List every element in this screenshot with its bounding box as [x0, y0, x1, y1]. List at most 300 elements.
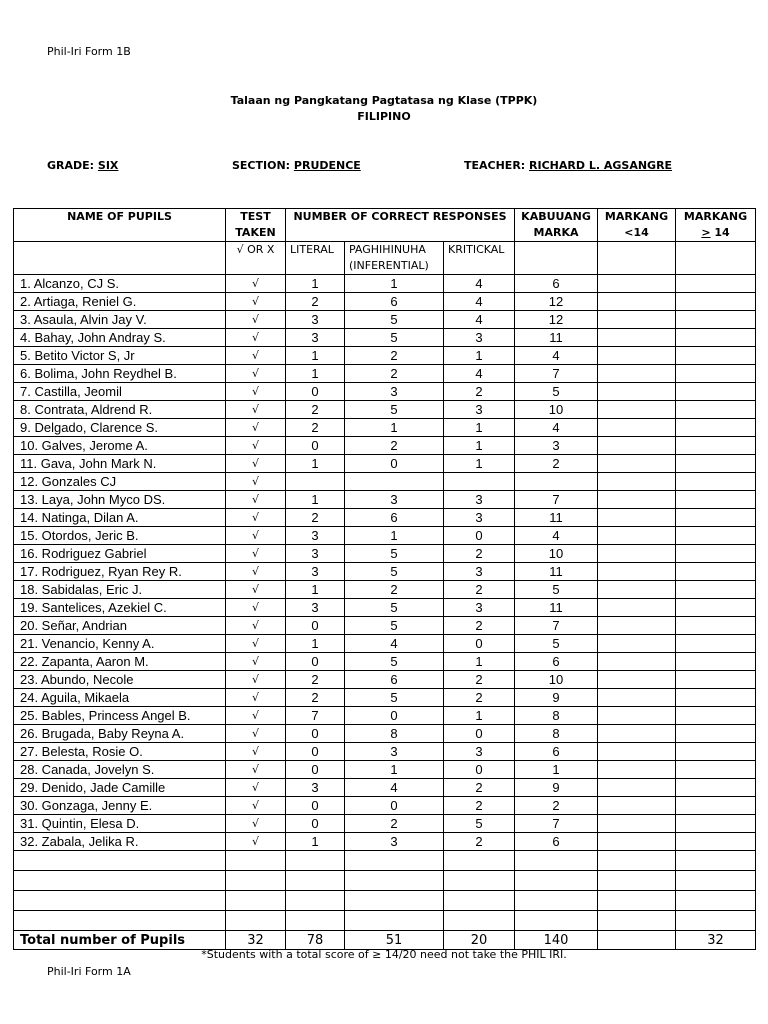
cell-taken: √ [226, 743, 286, 761]
cell-taken: √ [226, 689, 286, 707]
cell-critical: 2 [444, 671, 515, 689]
cell-literal: 3 [286, 311, 345, 329]
cell-taken: √ [226, 563, 286, 581]
cell-name: 17. Rodriguez, Ryan Rey R. [14, 563, 226, 581]
cell-name: 25. Bables, Princess Angel B. [14, 707, 226, 725]
cell-lt14 [598, 671, 676, 689]
cell-lt14 [598, 761, 676, 779]
cell-taken: √ [226, 275, 286, 293]
cell-total: 1 [515, 761, 598, 779]
cell-ge14 [676, 401, 756, 419]
cell-lt14 [598, 725, 676, 743]
cell-taken: √ [226, 293, 286, 311]
table-row [14, 275, 756, 293]
cell-critical: 4 [444, 275, 515, 293]
cell-ge14 [676, 437, 756, 455]
cell-ge14 [676, 617, 756, 635]
cell-name: 8. Contrata, Aldrend R. [14, 401, 226, 419]
teacher-field [464, 159, 672, 172]
cell-critical: 2 [444, 383, 515, 401]
cell-ge14 [676, 725, 756, 743]
table-row [14, 383, 756, 401]
cell-ge14 [676, 383, 756, 401]
table-row [14, 419, 756, 437]
cell-lt14 [598, 473, 676, 491]
cell-literal: 0 [286, 437, 345, 455]
cell-inferential: 1 [345, 419, 444, 437]
cell-critical: 2 [444, 545, 515, 563]
cell-inferential: 5 [345, 617, 444, 635]
cell-lt14 [598, 545, 676, 563]
cell-literal: 0 [286, 761, 345, 779]
cell-taken: √ [226, 473, 286, 491]
cell-ge14 [676, 293, 756, 311]
cell-critical: 1 [444, 419, 515, 437]
footnote: *Students with a total score of ≥ 14/20 need not take the PHIL IRI. [201, 948, 567, 961]
cell-inferential: 4 [345, 635, 444, 653]
cell-name: 7. Castilla, Jeomil [14, 383, 226, 401]
cell-ge14 [676, 347, 756, 365]
table-row [14, 599, 756, 617]
cell-inferential: 6 [345, 509, 444, 527]
cell-taken: √ [226, 581, 286, 599]
cell-lt14 [598, 635, 676, 653]
cell-critical: 2 [444, 689, 515, 707]
cell-total: 9 [515, 689, 598, 707]
cell-inferential: 1 [345, 527, 444, 545]
cell-literal: 2 [286, 401, 345, 419]
cell-taken: √ [226, 779, 286, 797]
cell-critical: 3 [444, 743, 515, 761]
cell-total: 5 [515, 635, 598, 653]
cell-critical: 2 [444, 797, 515, 815]
cell-inferential: 5 [345, 311, 444, 329]
cell-ge14 [676, 599, 756, 617]
cell-total: 10 [515, 545, 598, 563]
table-row [14, 707, 756, 725]
cell-ge14 [676, 545, 756, 563]
cell-literal: 3 [286, 329, 345, 347]
cell-name: 1. Alcanzo, CJ S. [14, 275, 226, 293]
table-row [14, 473, 756, 491]
cell-lt14 [598, 617, 676, 635]
cell-literal: 3 [286, 563, 345, 581]
cell-total: 7 [515, 491, 598, 509]
cell-ge14 [676, 761, 756, 779]
cell-inferential: 5 [345, 653, 444, 671]
cell-total: 6 [515, 743, 598, 761]
table-row [14, 293, 756, 311]
col-header-correct: NUMBER OF CORRECT RESPONSES [286, 209, 515, 242]
totals-total: 140 [515, 931, 598, 950]
cell-inferential: 6 [345, 293, 444, 311]
cell-lt14 [598, 797, 676, 815]
cell-literal: 1 [286, 491, 345, 509]
cell-name: 28. Canada, Jovelyn S. [14, 761, 226, 779]
cell-literal: 2 [286, 419, 345, 437]
table-row [14, 815, 756, 833]
grade-field [47, 159, 118, 172]
table-row [14, 833, 756, 851]
cell-taken: √ [226, 311, 286, 329]
cell-taken: √ [226, 329, 286, 347]
table-row [14, 779, 756, 797]
cell-lt14 [598, 401, 676, 419]
cell-name: 6. Bolima, John Reydhel B. [14, 365, 226, 383]
cell-name: 32. Zabala, Jelika R. [14, 833, 226, 851]
table-row [14, 527, 756, 545]
cell-inferential: 3 [345, 491, 444, 509]
cell-inferential: 5 [345, 401, 444, 419]
cell-lt14 [598, 581, 676, 599]
table-row [14, 347, 756, 365]
table-row [14, 455, 756, 473]
cell-literal: 1 [286, 455, 345, 473]
cell-literal: 1 [286, 635, 345, 653]
cell-taken: √ [226, 545, 286, 563]
cell-total: 11 [515, 599, 598, 617]
form-code-bottom: Phil-Iri Form 1A [47, 965, 131, 978]
cell-taken: √ [226, 509, 286, 527]
form-code-top: Phil-Iri Form 1B [47, 45, 131, 58]
cell-literal: 0 [286, 383, 345, 401]
col-header-test: TEST TAKEN [226, 209, 286, 242]
cell-taken: √ [226, 635, 286, 653]
cell-ge14 [676, 311, 756, 329]
cell-name: 9. Delgado, Clarence S. [14, 419, 226, 437]
cell-name: 14. Natinga, Dilan A. [14, 509, 226, 527]
cell-critical: 5 [444, 815, 515, 833]
cell-inferential: 0 [345, 707, 444, 725]
cell-critical: 3 [444, 401, 515, 419]
cell-name: 16. Rodriguez Gabriel [14, 545, 226, 563]
cell-ge14 [676, 365, 756, 383]
cell-literal: 1 [286, 833, 345, 851]
subheader-test: √ OR X [226, 242, 286, 275]
cell-inferential: 5 [345, 689, 444, 707]
cell-lt14 [598, 779, 676, 797]
cell-critical: 3 [444, 329, 515, 347]
subheader-literal: LITERAL [286, 242, 345, 275]
cell-total: 2 [515, 797, 598, 815]
cell-name: 30. Gonzaga, Jenny E. [14, 797, 226, 815]
cell-name: 27. Belesta, Rosie O. [14, 743, 226, 761]
cell-literal: 2 [286, 689, 345, 707]
cell-literal: 0 [286, 725, 345, 743]
blank-row [14, 871, 756, 891]
table-row [14, 671, 756, 689]
cell-total: 7 [515, 617, 598, 635]
cell-total: 5 [515, 581, 598, 599]
blank-row [14, 891, 756, 911]
cell-critical: 2 [444, 779, 515, 797]
section-label: SECTION: [232, 159, 291, 172]
cell-lt14 [598, 347, 676, 365]
cell-inferential: 5 [345, 329, 444, 347]
cell-total: 6 [515, 833, 598, 851]
cell-ge14 [676, 653, 756, 671]
cell-lt14 [598, 815, 676, 833]
cell-inferential: 2 [345, 365, 444, 383]
table-body [14, 275, 756, 851]
cell-taken: √ [226, 491, 286, 509]
section-field [232, 159, 361, 172]
cell-total: 11 [515, 509, 598, 527]
cell-inferential: 5 [345, 563, 444, 581]
cell-name: 3. Asaula, Alvin Jay V. [14, 311, 226, 329]
cell-inferential: 2 [345, 581, 444, 599]
table-row [14, 365, 756, 383]
table-row [14, 545, 756, 563]
cell-literal [286, 473, 345, 491]
cell-lt14 [598, 365, 676, 383]
cell-literal: 0 [286, 815, 345, 833]
cell-name: 19. Santelices, Azekiel C. [14, 599, 226, 617]
table-row [14, 581, 756, 599]
cell-lt14 [598, 707, 676, 725]
cell-inferential: 3 [345, 743, 444, 761]
cell-name: 2. Artiaga, Reniel G. [14, 293, 226, 311]
cell-literal: 3 [286, 527, 345, 545]
cell-name: 4. Bahay, John Andray S. [14, 329, 226, 347]
cell-taken: √ [226, 617, 286, 635]
cell-critical: 2 [444, 617, 515, 635]
table-row [14, 437, 756, 455]
cell-critical: 0 [444, 761, 515, 779]
cell-total: 11 [515, 563, 598, 581]
cell-inferential: 1 [345, 761, 444, 779]
cell-name: 10. Galves, Jerome A. [14, 437, 226, 455]
cell-literal: 2 [286, 509, 345, 527]
cell-literal: 3 [286, 779, 345, 797]
cell-critical: 1 [444, 437, 515, 455]
cell-inferential [345, 473, 444, 491]
cell-ge14 [676, 797, 756, 815]
subject-title: FILIPINO [357, 110, 411, 123]
cell-total: 8 [515, 725, 598, 743]
cell-taken: √ [226, 833, 286, 851]
cell-total: 4 [515, 527, 598, 545]
cell-name: 22. Zapanta, Aaron M. [14, 653, 226, 671]
cell-taken: √ [226, 437, 286, 455]
cell-critical [444, 473, 515, 491]
cell-taken: √ [226, 671, 286, 689]
header-row [14, 209, 756, 242]
cell-ge14 [676, 581, 756, 599]
cell-inferential: 1 [345, 275, 444, 293]
cell-lt14 [598, 527, 676, 545]
cell-inferential: 5 [345, 599, 444, 617]
col-header-ge14: MARKANG > 14 [676, 209, 756, 242]
cell-ge14 [676, 833, 756, 851]
cell-lt14 [598, 293, 676, 311]
cell-name: 11. Gava, John Mark N. [14, 455, 226, 473]
cell-literal: 1 [286, 581, 345, 599]
cell-literal: 0 [286, 653, 345, 671]
cell-lt14 [598, 311, 676, 329]
cell-name: 12. Gonzales CJ [14, 473, 226, 491]
cell-critical: 0 [444, 527, 515, 545]
cell-critical: 3 [444, 599, 515, 617]
cell-ge14 [676, 491, 756, 509]
cell-critical: 4 [444, 293, 515, 311]
cell-inferential: 0 [345, 797, 444, 815]
blank-row [14, 851, 756, 871]
cell-ge14 [676, 743, 756, 761]
cell-critical: 3 [444, 509, 515, 527]
subheader-row [14, 242, 756, 275]
cell-total: 6 [515, 653, 598, 671]
cell-lt14 [598, 653, 676, 671]
cell-taken: √ [226, 401, 286, 419]
cell-lt14 [598, 383, 676, 401]
cell-inferential: 5 [345, 545, 444, 563]
cell-literal: 2 [286, 293, 345, 311]
cell-inferential: 2 [345, 815, 444, 833]
totals-literal: 78 [286, 931, 345, 950]
cell-name: 29. Denido, Jade Camille [14, 779, 226, 797]
results-table [13, 208, 756, 950]
cell-name: 23. Abundo, Necole [14, 671, 226, 689]
col-header-lt14: MARKANG <14 [598, 209, 676, 242]
grade-value: SIX [97, 159, 119, 172]
totals-critical: 20 [444, 931, 515, 950]
totals-label: Total number of Pupils [14, 931, 226, 950]
grade-label: GRADE: [47, 159, 95, 172]
cell-lt14 [598, 455, 676, 473]
teacher-value: RICHARD L. AGSANGRE [529, 159, 673, 172]
totals-inferential: 51 [345, 931, 444, 950]
table-row [14, 563, 756, 581]
cell-ge14 [676, 815, 756, 833]
table-row [14, 761, 756, 779]
cell-total: 4 [515, 347, 598, 365]
cell-taken: √ [226, 653, 286, 671]
cell-critical: 2 [444, 833, 515, 851]
cell-literal: 2 [286, 671, 345, 689]
cell-ge14 [676, 779, 756, 797]
cell-total: 12 [515, 293, 598, 311]
cell-lt14 [598, 509, 676, 527]
cell-ge14 [676, 455, 756, 473]
table-row [14, 617, 756, 635]
cell-taken: √ [226, 599, 286, 617]
cell-total: 8 [515, 707, 598, 725]
cell-critical: 3 [444, 563, 515, 581]
cell-inferential: 8 [345, 725, 444, 743]
cell-critical: 1 [444, 707, 515, 725]
cell-ge14 [676, 419, 756, 437]
cell-lt14 [598, 491, 676, 509]
cell-critical: 4 [444, 365, 515, 383]
totals-lt14 [598, 931, 676, 950]
teacher-label: TEACHER: [464, 159, 526, 172]
cell-inferential: 4 [345, 779, 444, 797]
table-row [14, 509, 756, 527]
cell-inferential: 6 [345, 671, 444, 689]
blank-row [14, 911, 756, 931]
cell-total [515, 473, 598, 491]
cell-total: 5 [515, 383, 598, 401]
cell-total: 6 [515, 275, 598, 293]
cell-taken: √ [226, 383, 286, 401]
cell-literal: 0 [286, 743, 345, 761]
col-header-total: KABUUANG MARKA [515, 209, 598, 242]
cell-name: 24. Aguila, Mikaela [14, 689, 226, 707]
cell-ge14 [676, 329, 756, 347]
cell-taken: √ [226, 761, 286, 779]
cell-literal: 7 [286, 707, 345, 725]
cell-name: 15. Otordos, Jeric B. [14, 527, 226, 545]
cell-total: 11 [515, 329, 598, 347]
cell-name: 18. Sabidalas, Eric J. [14, 581, 226, 599]
cell-ge14 [676, 275, 756, 293]
cell-lt14 [598, 275, 676, 293]
cell-taken: √ [226, 725, 286, 743]
totals-taken: 32 [226, 931, 286, 950]
table-row [14, 401, 756, 419]
table-row [14, 329, 756, 347]
cell-ge14 [676, 473, 756, 491]
table-row [14, 689, 756, 707]
cell-total: 10 [515, 671, 598, 689]
cell-taken: √ [226, 455, 286, 473]
col-header-name: NAME OF PUPILS [14, 209, 226, 242]
cell-critical: 4 [444, 311, 515, 329]
cell-ge14 [676, 671, 756, 689]
table-row [14, 725, 756, 743]
cell-taken: √ [226, 707, 286, 725]
cell-inferential: 3 [345, 833, 444, 851]
subheader-inferential: PAGHIHINUHA (INFERENTIAL) [345, 242, 444, 275]
cell-literal: 3 [286, 599, 345, 617]
cell-total: 10 [515, 401, 598, 419]
cell-name: 31. Quintin, Elesa D. [14, 815, 226, 833]
cell-lt14 [598, 419, 676, 437]
cell-inferential: 3 [345, 383, 444, 401]
cell-lt14 [598, 833, 676, 851]
cell-name: 5. Betito Victor S, Jr [14, 347, 226, 365]
cell-taken: √ [226, 347, 286, 365]
cell-total: 9 [515, 779, 598, 797]
cell-ge14 [676, 563, 756, 581]
cell-literal: 3 [286, 545, 345, 563]
cell-ge14 [676, 707, 756, 725]
cell-total: 7 [515, 365, 598, 383]
cell-inferential: 2 [345, 437, 444, 455]
totals-ge14: 32 [676, 931, 756, 950]
cell-critical: 0 [444, 635, 515, 653]
cell-literal: 1 [286, 347, 345, 365]
table-row [14, 491, 756, 509]
cell-lt14 [598, 329, 676, 347]
cell-inferential: 2 [345, 347, 444, 365]
cell-taken: √ [226, 527, 286, 545]
cell-lt14 [598, 599, 676, 617]
cell-inferential: 0 [345, 455, 444, 473]
cell-taken: √ [226, 419, 286, 437]
cell-taken: √ [226, 815, 286, 833]
cell-taken: √ [226, 797, 286, 815]
cell-lt14 [598, 689, 676, 707]
cell-critical: 3 [444, 491, 515, 509]
cell-ge14 [676, 689, 756, 707]
cell-total: 7 [515, 815, 598, 833]
cell-critical: 1 [444, 455, 515, 473]
table-row [14, 635, 756, 653]
cell-total: 12 [515, 311, 598, 329]
cell-literal: 0 [286, 797, 345, 815]
